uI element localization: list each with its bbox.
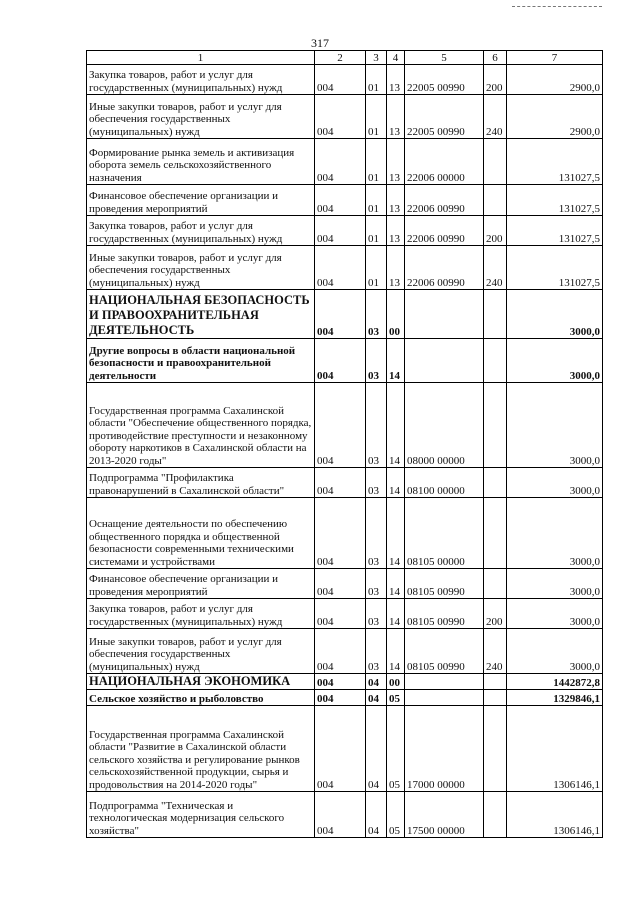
- section-code: 04: [366, 674, 387, 690]
- budget-table: [86, 50, 603, 838]
- table-row: [87, 629, 603, 674]
- subsection-code: 05: [387, 690, 405, 706]
- table-row: [87, 468, 603, 498]
- section-code: 03: [366, 569, 387, 599]
- amount: 2900,0: [507, 95, 603, 139]
- expense-type-code: [484, 468, 507, 498]
- section-code: 01: [366, 246, 387, 290]
- item-name: Подпрограмма "Профилактика правонарушений в Сахалинской области": [87, 468, 315, 498]
- expense-type-code: [484, 185, 507, 216]
- ministry-code: 004: [315, 674, 366, 690]
- item-name: Финансовое обеспечение организации и проведения мероприятий: [87, 569, 315, 599]
- ministry-code: 004: [315, 290, 366, 339]
- target-article-code: 22005 00990: [405, 95, 484, 139]
- table-row: [87, 706, 603, 792]
- item-name: Иные закупки товаров, работ и услуг для обеспечения государственных (муниципальных) нужд: [87, 629, 315, 674]
- section-code: 04: [366, 706, 387, 792]
- expense-type-code: [484, 690, 507, 706]
- ministry-code: 004: [315, 498, 366, 569]
- target-article-code: 08105 00990: [405, 629, 484, 674]
- ministry-code: 004: [315, 690, 366, 706]
- subsection-code: 05: [387, 792, 405, 838]
- target-article-code: 17000 00000: [405, 706, 484, 792]
- subsection-code: 05: [387, 706, 405, 792]
- target-article-code: 22006 00990: [405, 246, 484, 290]
- ministry-code: 004: [315, 468, 366, 498]
- expense-type-code: [484, 290, 507, 339]
- section-code: 04: [366, 690, 387, 706]
- target-article-code: 08105 00990: [405, 599, 484, 629]
- item-name: Подпрограмма "Техническая и технологическая модернизация сельского хозяйства": [87, 792, 315, 838]
- ministry-code: 004: [315, 95, 366, 139]
- item-name: Формирование рынка земель и активизация оборота земель сельскохозяйственного назначения: [87, 139, 315, 185]
- expense-type-code: [484, 569, 507, 599]
- amount: 1329846,1: [507, 690, 603, 706]
- section-code: 01: [366, 216, 387, 246]
- subsection-code: 13: [387, 185, 405, 216]
- column-number: 1: [87, 51, 315, 65]
- column-number: 3: [366, 51, 387, 65]
- target-article-code: 22006 00990: [405, 185, 484, 216]
- amount: 3000,0: [507, 383, 603, 468]
- expense-type-code: 200: [484, 599, 507, 629]
- target-article-code: 22006 00000: [405, 139, 484, 185]
- item-name: Финансовое обеспечение организации и проведения мероприятий: [87, 185, 315, 216]
- subsection-code: 14: [387, 498, 405, 569]
- expense-type-code: 240: [484, 629, 507, 674]
- item-name: Сельское хозяйство и рыболовство: [87, 690, 315, 706]
- expense-type-code: [484, 706, 507, 792]
- table-row: [87, 290, 603, 339]
- amount: 131027,5: [507, 246, 603, 290]
- section-code: 01: [366, 95, 387, 139]
- amount: 1442872,8: [507, 674, 603, 690]
- target-article-code: [405, 339, 484, 383]
- subsection-code: 13: [387, 246, 405, 290]
- column-number: 2: [315, 51, 366, 65]
- section-code: 01: [366, 139, 387, 185]
- amount: 3000,0: [507, 569, 603, 599]
- ministry-code: 004: [315, 339, 366, 383]
- table-row: [87, 95, 603, 139]
- item-name: НАЦИОНАЛЬНАЯ ЭКОНОМИКА: [87, 674, 315, 690]
- amount: 3000,0: [507, 468, 603, 498]
- subsection-code: 14: [387, 339, 405, 383]
- expense-type-code: [484, 339, 507, 383]
- item-name: Иные закупки товаров, работ и услуг для обеспечения государственных (муниципальных) нужд: [87, 246, 315, 290]
- subsection-code: 14: [387, 629, 405, 674]
- expense-type-code: 200: [484, 216, 507, 246]
- expense-type-code: [484, 383, 507, 468]
- amount: 3000,0: [507, 629, 603, 674]
- item-name: Государственная программа Сахалинской области "Развитие в Сахалинской области сельского хозяйства и регулирование рынков сельскохозяйственной продукции, сырья и продовольствия на 2014-2020 годы": [87, 706, 315, 792]
- budget-table-body: [87, 51, 603, 838]
- table-row: [87, 690, 603, 706]
- subsection-code: 14: [387, 383, 405, 468]
- item-name: Закупка товаров, работ и услуг для государственных (муниципальных) нужд: [87, 216, 315, 246]
- target-article-code: 08000 00000: [405, 383, 484, 468]
- column-number-row: [87, 51, 603, 65]
- item-name: Оснащение деятельности по обеспечению общественного порядка и общественной безопасности современными техническими системами и устройствами: [87, 498, 315, 569]
- target-article-code: 08105 00000: [405, 498, 484, 569]
- subsection-code: 00: [387, 290, 405, 339]
- subsection-code: 14: [387, 468, 405, 498]
- table-row: [87, 383, 603, 468]
- page-number: 317: [311, 36, 329, 50]
- expense-type-code: [484, 139, 507, 185]
- subsection-code: 13: [387, 139, 405, 185]
- subsection-code: 13: [387, 216, 405, 246]
- table-row: [87, 792, 603, 838]
- subsection-code: 13: [387, 65, 405, 95]
- target-article-code: 08100 00000: [405, 468, 484, 498]
- target-article-code: 22006 00990: [405, 216, 484, 246]
- amount: 131027,5: [507, 139, 603, 185]
- section-code: 03: [366, 468, 387, 498]
- target-article-code: [405, 290, 484, 339]
- section-code: 01: [366, 185, 387, 216]
- table-row: [87, 339, 603, 383]
- expense-type-code: 240: [484, 246, 507, 290]
- ministry-code: 004: [315, 629, 366, 674]
- expense-type-code: 200: [484, 65, 507, 95]
- item-name: Иные закупки товаров, работ и услуг для обеспечения государственных (муниципальных) нужд: [87, 95, 315, 139]
- table-row: [87, 569, 603, 599]
- subsection-code: 14: [387, 599, 405, 629]
- amount: 131027,5: [507, 216, 603, 246]
- section-code: 03: [366, 599, 387, 629]
- amount: 3000,0: [507, 599, 603, 629]
- subsection-code: 00: [387, 674, 405, 690]
- amount: 3000,0: [507, 339, 603, 383]
- table-row: [87, 674, 603, 690]
- ministry-code: 004: [315, 65, 366, 95]
- ministry-code: 004: [315, 706, 366, 792]
- item-name: НАЦИОНАЛЬНАЯ БЕЗОПАСНОСТЬ И ПРАВООХРАНИТЕЛЬНАЯ ДЕЯТЕЛЬНОСТЬ: [87, 290, 315, 339]
- target-article-code: 17500 00000: [405, 792, 484, 838]
- ministry-code: 004: [315, 139, 366, 185]
- subsection-code: 14: [387, 569, 405, 599]
- ministry-code: 004: [315, 569, 366, 599]
- ministry-code: 004: [315, 246, 366, 290]
- column-number: 5: [405, 51, 484, 65]
- table-row: [87, 139, 603, 185]
- item-name: Закупка товаров, работ и услуг для государственных (муниципальных) нужд: [87, 65, 315, 95]
- expense-type-code: [484, 674, 507, 690]
- amount: 1306146,1: [507, 792, 603, 838]
- amount: 2900,0: [507, 65, 603, 95]
- ministry-code: 004: [315, 216, 366, 246]
- section-code: 01: [366, 65, 387, 95]
- ministry-code: 004: [315, 185, 366, 216]
- section-code: 03: [366, 290, 387, 339]
- section-code: 03: [366, 498, 387, 569]
- target-article-code: [405, 690, 484, 706]
- amount: 3000,0: [507, 290, 603, 339]
- item-name: Закупка товаров, работ и услуг для государственных (муниципальных) нужд: [87, 599, 315, 629]
- item-name: Государственная программа Сахалинской области "Обеспечение общественного порядка, противодействие преступности и незаконному обороту наркотиков в Сахалинской области на 2013-2020 годы": [87, 383, 315, 468]
- section-code: 03: [366, 629, 387, 674]
- expense-type-code: [484, 792, 507, 838]
- table-row: [87, 216, 603, 246]
- amount: 3000,0: [507, 498, 603, 569]
- ministry-code: 004: [315, 383, 366, 468]
- expense-type-code: 240: [484, 95, 507, 139]
- subsection-code: 13: [387, 95, 405, 139]
- ministry-code: 004: [315, 792, 366, 838]
- section-code: 04: [366, 792, 387, 838]
- column-number: 6: [484, 51, 507, 65]
- column-number: 7: [507, 51, 603, 65]
- table-row: [87, 185, 603, 216]
- target-article-code: 22005 00990: [405, 65, 484, 95]
- table-row: [87, 65, 603, 95]
- ministry-code: 004: [315, 599, 366, 629]
- amount: 131027,5: [507, 185, 603, 216]
- section-code: 03: [366, 339, 387, 383]
- section-code: 03: [366, 383, 387, 468]
- column-number: 4: [387, 51, 405, 65]
- expense-type-code: [484, 498, 507, 569]
- target-article-code: [405, 674, 484, 690]
- item-name: Другие вопросы в области национальной безопасности и правоохранительной деятельности: [87, 339, 315, 383]
- table-row: [87, 599, 603, 629]
- table-row: [87, 246, 603, 290]
- amount: 1306146,1: [507, 706, 603, 792]
- corner-dash-mark: [512, 6, 602, 7]
- table-row: [87, 498, 603, 569]
- target-article-code: 08105 00990: [405, 569, 484, 599]
